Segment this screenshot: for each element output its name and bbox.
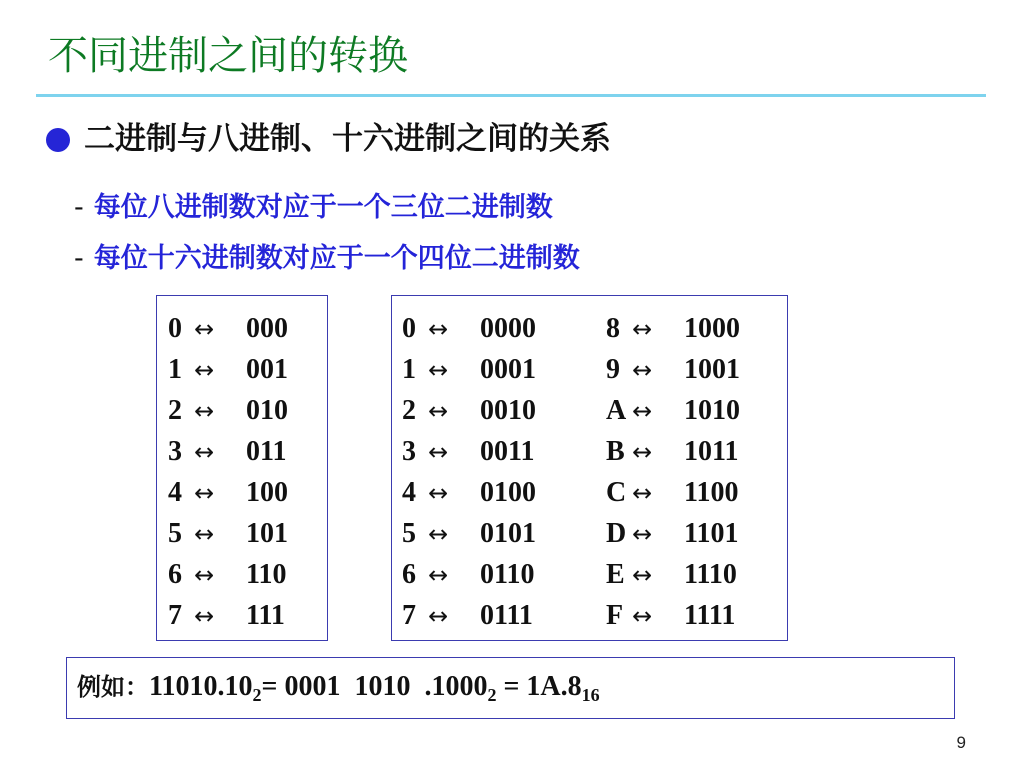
digit: 6	[168, 559, 182, 590]
double-arrow-icon: ↔	[428, 438, 449, 466]
binary-code: 0110	[480, 559, 535, 590]
page-number: 9	[956, 733, 966, 752]
double-arrow-icon: ↔	[428, 561, 449, 589]
digit: E	[606, 559, 625, 590]
digit: D	[606, 518, 627, 549]
double-arrow-icon: ↔	[632, 479, 653, 507]
double-arrow-icon: ↔	[194, 356, 215, 384]
binary-code: 000	[246, 313, 288, 344]
equals-sign: =	[261, 671, 285, 702]
double-arrow-icon: ↔	[194, 602, 215, 630]
double-arrow-icon: ↔	[428, 520, 449, 548]
grouped-int-2: 1010	[354, 671, 411, 702]
digit: C	[606, 477, 627, 508]
binary-code: 1111	[684, 600, 736, 631]
double-arrow-icon: ↔	[194, 479, 215, 507]
binary-code: 110	[246, 559, 287, 590]
double-arrow-icon: ↔	[632, 315, 653, 343]
digit: 3	[402, 436, 416, 467]
example-equation	[149, 671, 600, 705]
slide-title: 不同进制之间的转换	[48, 33, 408, 79]
binary-code: 0100	[480, 477, 536, 508]
digit: 3	[168, 436, 182, 467]
table-row	[402, 390, 536, 431]
table-row	[168, 431, 288, 472]
digit: A	[606, 395, 627, 426]
table-row	[168, 554, 288, 595]
octal-column	[168, 308, 288, 636]
hex-left-column	[402, 308, 536, 636]
table-row	[168, 513, 288, 554]
double-arrow-icon: ↔	[632, 520, 653, 548]
binary-code: 1011	[684, 436, 739, 467]
double-arrow-icon: ↔	[428, 315, 449, 343]
digit: 5	[168, 518, 182, 549]
digit: 1	[168, 354, 182, 385]
double-arrow-icon: ↔	[194, 315, 215, 343]
table-row	[168, 308, 288, 349]
subpoint-octal	[74, 189, 553, 227]
digit: F	[606, 600, 624, 631]
hex-right-column	[606, 308, 740, 636]
double-arrow-icon: ↔	[194, 438, 215, 466]
digit: 0	[168, 313, 182, 344]
binary-code: 0001	[480, 354, 536, 385]
example-box	[66, 657, 955, 719]
double-arrow-icon: ↔	[632, 602, 653, 630]
table-row	[168, 595, 288, 636]
subpoint-text: 每位八进制数对应于一个三位二进制数	[93, 192, 553, 223]
digit: 0	[402, 313, 416, 344]
table-row	[606, 513, 740, 554]
grouped-frac: .1000	[424, 671, 488, 702]
digit: 7	[168, 600, 182, 631]
table-row	[402, 431, 536, 472]
double-arrow-icon: ↔	[428, 397, 449, 425]
table-row	[606, 595, 740, 636]
binary-code: 100	[246, 477, 288, 508]
binary-code: 1110	[684, 559, 737, 590]
grouped-int-1: 0001	[284, 671, 341, 702]
subpoint-text: 每位十六进制数对应于一个四位二进制数	[93, 243, 580, 274]
equals-sign: =	[496, 671, 527, 702]
subpoint-hex	[74, 240, 580, 278]
table-row	[402, 554, 536, 595]
binary-code: 0010	[480, 395, 536, 426]
table-row	[606, 390, 740, 431]
binary-code: 1010	[684, 395, 740, 426]
double-arrow-icon: ↔	[428, 602, 449, 630]
digit: 6	[402, 559, 416, 590]
subpoint-dash: -	[74, 243, 84, 274]
table-row	[402, 349, 536, 390]
digit: 7	[402, 600, 416, 631]
bullet-circle-icon	[46, 128, 70, 152]
double-arrow-icon: ↔	[194, 561, 215, 589]
double-arrow-icon: ↔	[632, 356, 653, 384]
digit: B	[606, 436, 625, 467]
title-divider	[36, 94, 986, 97]
binary-code: 0011	[480, 436, 535, 467]
digit: 2	[168, 395, 182, 426]
binary-code: 1100	[684, 477, 739, 508]
digit: 5	[402, 518, 416, 549]
double-arrow-icon: ↔	[632, 561, 653, 589]
binary-value: 11010.10	[149, 671, 253, 702]
subpoint-dash: -	[74, 192, 84, 223]
double-arrow-icon: ↔	[632, 397, 653, 425]
digit: 1	[402, 354, 416, 385]
double-arrow-icon: ↔	[194, 520, 215, 548]
double-arrow-icon: ↔	[194, 397, 215, 425]
binary-code: 010	[246, 395, 288, 426]
example-label: 例如：	[77, 673, 149, 701]
hex-table-box	[391, 295, 788, 641]
binary-code: 111	[246, 600, 285, 631]
binary-code: 1001	[684, 354, 740, 385]
table-row	[606, 554, 740, 595]
table-row	[168, 390, 288, 431]
binary-code: 0000	[480, 313, 536, 344]
double-arrow-icon: ↔	[632, 438, 653, 466]
digit: 4	[168, 477, 182, 508]
table-row	[168, 349, 288, 390]
binary-code: 0111	[480, 600, 533, 631]
table-row	[606, 431, 740, 472]
hex-base: 16	[581, 685, 600, 705]
table-row	[402, 513, 536, 554]
grouped-base: 2	[487, 685, 497, 705]
table-row	[606, 349, 740, 390]
table-row	[606, 308, 740, 349]
table-row	[402, 472, 536, 513]
binary-base: 2	[252, 685, 262, 705]
digit: 2	[402, 395, 416, 426]
double-arrow-icon: ↔	[428, 356, 449, 384]
digit: 4	[402, 477, 416, 508]
octal-table-box	[156, 295, 328, 641]
binary-code: 1000	[684, 313, 740, 344]
binary-code: 001	[246, 354, 288, 385]
double-arrow-icon: ↔	[428, 479, 449, 507]
digit: 9	[606, 354, 620, 385]
section-heading: 二进制与八进制、十六进制之间的关系	[84, 121, 611, 157]
table-row	[606, 472, 740, 513]
hex-value: 1A.8	[526, 671, 582, 702]
binary-code: 0101	[480, 518, 536, 549]
table-row	[402, 308, 536, 349]
binary-code: 011	[246, 436, 287, 467]
digit: 8	[606, 313, 620, 344]
binary-code: 1101	[684, 518, 739, 549]
binary-code: 101	[246, 518, 288, 549]
table-row	[402, 595, 536, 636]
table-row	[168, 472, 288, 513]
